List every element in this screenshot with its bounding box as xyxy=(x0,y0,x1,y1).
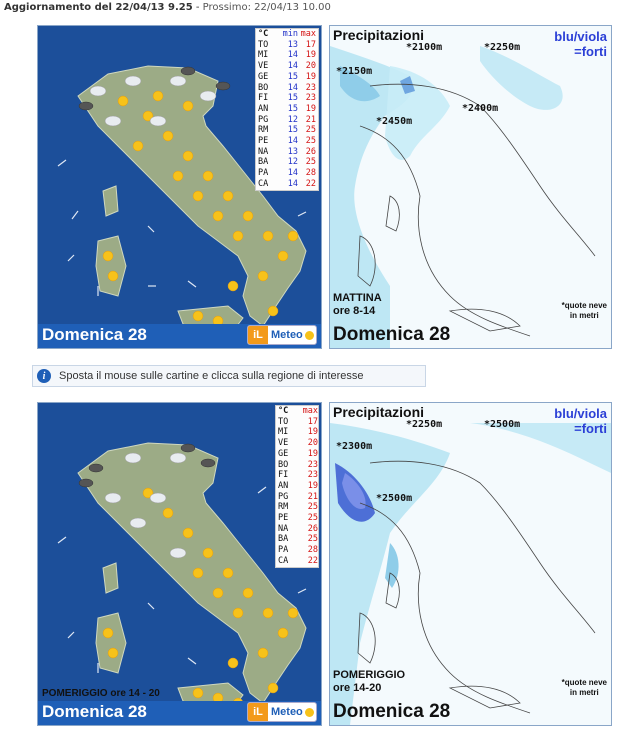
weather-map-morning[interactable] xyxy=(37,25,322,349)
temp-max: 28 xyxy=(307,545,318,556)
logo-il: iL xyxy=(248,326,268,344)
temp-row xyxy=(256,50,318,61)
temp-row xyxy=(276,449,318,460)
day-label: Domenica 28 xyxy=(42,325,147,344)
snow-level: *2250m xyxy=(484,42,521,53)
temp-row xyxy=(276,417,318,428)
temp-min: 15 xyxy=(287,71,298,82)
temp-min: 14 xyxy=(287,50,298,61)
temp-min: 15 xyxy=(287,103,298,114)
city-code: GE xyxy=(258,71,269,82)
city-code: FI xyxy=(258,93,269,104)
snow-level: *2500m xyxy=(484,419,521,430)
temp-row xyxy=(256,104,318,115)
temp-row xyxy=(276,534,318,545)
city-code: PG xyxy=(278,491,289,502)
temp-min: 12 xyxy=(287,157,298,168)
city-code: VE xyxy=(258,61,269,72)
temp-row xyxy=(256,93,318,104)
city-code: BA xyxy=(258,157,269,168)
period-line1: MATTINA xyxy=(333,292,382,304)
afternoon-period-label: POMERIGGIO ore 14 - 20 xyxy=(42,688,160,699)
temp-max: 23 xyxy=(307,459,318,470)
temp-row xyxy=(256,40,318,51)
ilmeteo-logo[interactable] xyxy=(247,702,317,722)
temp-row xyxy=(256,157,318,168)
precip-day-label: Domenica 28 xyxy=(333,324,451,345)
temp-max: 20 xyxy=(305,61,316,72)
city-code: BA xyxy=(278,534,289,545)
city-code: RM xyxy=(278,502,289,513)
next-update: Prossimo: 22/04/13 10.00 xyxy=(202,2,331,13)
temp-max: 26 xyxy=(305,146,316,157)
precip-period-afternoon xyxy=(333,669,405,695)
city-code: CA xyxy=(258,178,269,189)
precip-period-morning xyxy=(333,292,382,318)
precip-legend xyxy=(554,29,607,59)
city-code: NA xyxy=(278,523,289,534)
sun-icon xyxy=(305,708,314,717)
snow-level: *2150m xyxy=(336,66,373,77)
day-label: Domenica 28 xyxy=(42,702,147,721)
city-code: BO xyxy=(278,459,289,470)
update-timestamp: Aggiornamento del 22/04/13 9.25 xyxy=(4,2,193,13)
temperature-table-morning xyxy=(255,28,319,191)
temp-max: 19 xyxy=(307,448,318,459)
unit-label: °C xyxy=(278,406,289,416)
city-code: PA xyxy=(278,545,289,556)
precip-title: Precipitazioni xyxy=(333,404,425,420)
temp-max: 21 xyxy=(305,114,316,125)
temp-row xyxy=(256,136,318,147)
period-line1: POMERIGGIO xyxy=(333,669,406,681)
temp-row xyxy=(276,438,318,449)
city-code: AN xyxy=(278,480,289,491)
temp-row xyxy=(276,524,318,535)
temp-max: 20 xyxy=(307,438,318,449)
precip-map-afternoon[interactable] xyxy=(329,402,612,726)
precip-title: Precipitazioni xyxy=(333,27,425,43)
logo-il: iL xyxy=(248,703,268,721)
temp-max: 25 xyxy=(307,534,318,545)
temp-min: 14 xyxy=(287,136,298,147)
temp-max: 17 xyxy=(305,39,316,50)
snow-note xyxy=(562,678,607,698)
legend-line2: =forti xyxy=(574,44,607,59)
temp-row xyxy=(256,115,318,126)
temp-max: 19 xyxy=(307,480,318,491)
info-icon: i xyxy=(37,369,51,383)
snow-note-line1: *quote neve xyxy=(561,301,607,310)
temp-max: 25 xyxy=(305,125,316,136)
map-footer-bar xyxy=(38,324,321,348)
temp-max: 25 xyxy=(305,136,316,147)
temp-max: 22 xyxy=(307,555,318,566)
hint-text: Sposta il mouse sulle cartine e clicca sulla regione di interesse xyxy=(59,370,364,382)
temp-row xyxy=(256,179,318,190)
legend-line2: =forti xyxy=(574,421,607,436)
temp-table-header xyxy=(276,406,318,417)
temp-row xyxy=(276,502,318,513)
city-code: TO xyxy=(278,416,289,427)
city-code: MI xyxy=(258,50,269,61)
temp-max: 25 xyxy=(307,513,318,524)
city-code: MI xyxy=(278,427,289,438)
city-code: GE xyxy=(278,448,289,459)
temp-min: 15 xyxy=(287,93,298,104)
temp-max: 19 xyxy=(305,50,316,61)
city-code: PG xyxy=(258,114,269,125)
max-header: max xyxy=(300,29,316,39)
ilmeteo-logo[interactable] xyxy=(247,325,317,345)
temp-max: 26 xyxy=(307,523,318,534)
snow-note xyxy=(562,301,607,321)
snow-level: *2450m xyxy=(376,116,413,127)
temp-rows-morning xyxy=(256,40,318,190)
temp-min: 14 xyxy=(287,178,298,189)
temp-max: 22 xyxy=(305,178,316,189)
snow-note-line1: *quote neve xyxy=(561,678,607,687)
temp-rows-afternoon xyxy=(276,417,318,567)
temp-max: 25 xyxy=(305,157,316,168)
temp-row xyxy=(256,147,318,158)
city-code: PE xyxy=(278,513,289,524)
temp-max: 23 xyxy=(305,82,316,93)
temp-row xyxy=(256,168,318,179)
snow-note-line2: in metri xyxy=(569,311,599,320)
weather-map-afternoon[interactable] xyxy=(37,402,322,726)
city-code: NA xyxy=(258,146,269,157)
temp-row xyxy=(256,83,318,94)
legend-line1: blu/viola xyxy=(554,29,607,44)
period-line2: ore 8-14 xyxy=(333,305,376,317)
temp-min: 14 xyxy=(287,168,298,179)
temp-max: 19 xyxy=(305,71,316,82)
temp-row xyxy=(276,427,318,438)
legend-line1: blu/viola xyxy=(554,406,607,421)
hint-bar xyxy=(32,365,426,387)
temp-max: 19 xyxy=(307,427,318,438)
temp-min: 14 xyxy=(287,82,298,93)
logo-meteo: Meteo xyxy=(271,329,303,341)
city-code: PE xyxy=(258,136,269,147)
temp-max: 25 xyxy=(307,502,318,513)
city-code: BO xyxy=(258,82,269,93)
temp-min: 14 xyxy=(287,61,298,72)
logo-meteo: Meteo xyxy=(271,706,303,718)
temp-row xyxy=(256,125,318,136)
snow-level: *2100m xyxy=(406,42,443,53)
temp-max: 21 xyxy=(307,491,318,502)
temp-row xyxy=(276,492,318,503)
min-header: min xyxy=(282,29,298,39)
temp-row xyxy=(256,72,318,83)
temp-row xyxy=(276,460,318,471)
temp-row xyxy=(276,481,318,492)
precip-legend xyxy=(554,406,607,436)
temp-row xyxy=(276,470,318,481)
city-code: VE xyxy=(278,438,289,449)
city-code: TO xyxy=(258,39,269,50)
period-line2: ore 14-20 xyxy=(333,682,382,694)
map-footer-bar xyxy=(38,701,321,725)
sun-icon xyxy=(305,331,314,340)
snow-level: *2400m xyxy=(462,103,499,114)
temp-min: 13 xyxy=(287,146,298,157)
snow-level: *2250m xyxy=(406,419,443,430)
temp-max: 23 xyxy=(307,470,318,481)
city-code: FI xyxy=(278,470,289,481)
temperature-table-afternoon xyxy=(275,405,319,568)
unit-label: °C xyxy=(258,29,269,39)
temp-max: 23 xyxy=(305,93,316,104)
city-code: RM xyxy=(258,125,269,136)
precip-map-morning[interactable] xyxy=(329,25,612,349)
temp-max: 19 xyxy=(305,103,316,114)
temp-min: 15 xyxy=(287,125,298,136)
max-header: max xyxy=(302,406,318,416)
temp-max: 28 xyxy=(305,168,316,179)
snow-level: *2500m xyxy=(376,493,413,504)
city-code: PA xyxy=(258,168,269,179)
temp-row xyxy=(276,556,318,567)
city-code: CA xyxy=(278,555,289,566)
city-code: AN xyxy=(258,103,269,114)
temp-max: 17 xyxy=(307,416,318,427)
temp-row xyxy=(276,513,318,524)
header-separator: - xyxy=(192,2,203,13)
temp-min: 12 xyxy=(287,114,298,125)
temp-min: 13 xyxy=(287,39,298,50)
precip-day-label: Domenica 28 xyxy=(333,701,451,722)
temp-table-header xyxy=(256,29,318,40)
temp-row xyxy=(256,61,318,72)
snow-level: *2300m xyxy=(336,441,373,452)
temp-row xyxy=(276,545,318,556)
snow-note-line2: in metri xyxy=(569,688,599,697)
update-header xyxy=(4,2,331,13)
